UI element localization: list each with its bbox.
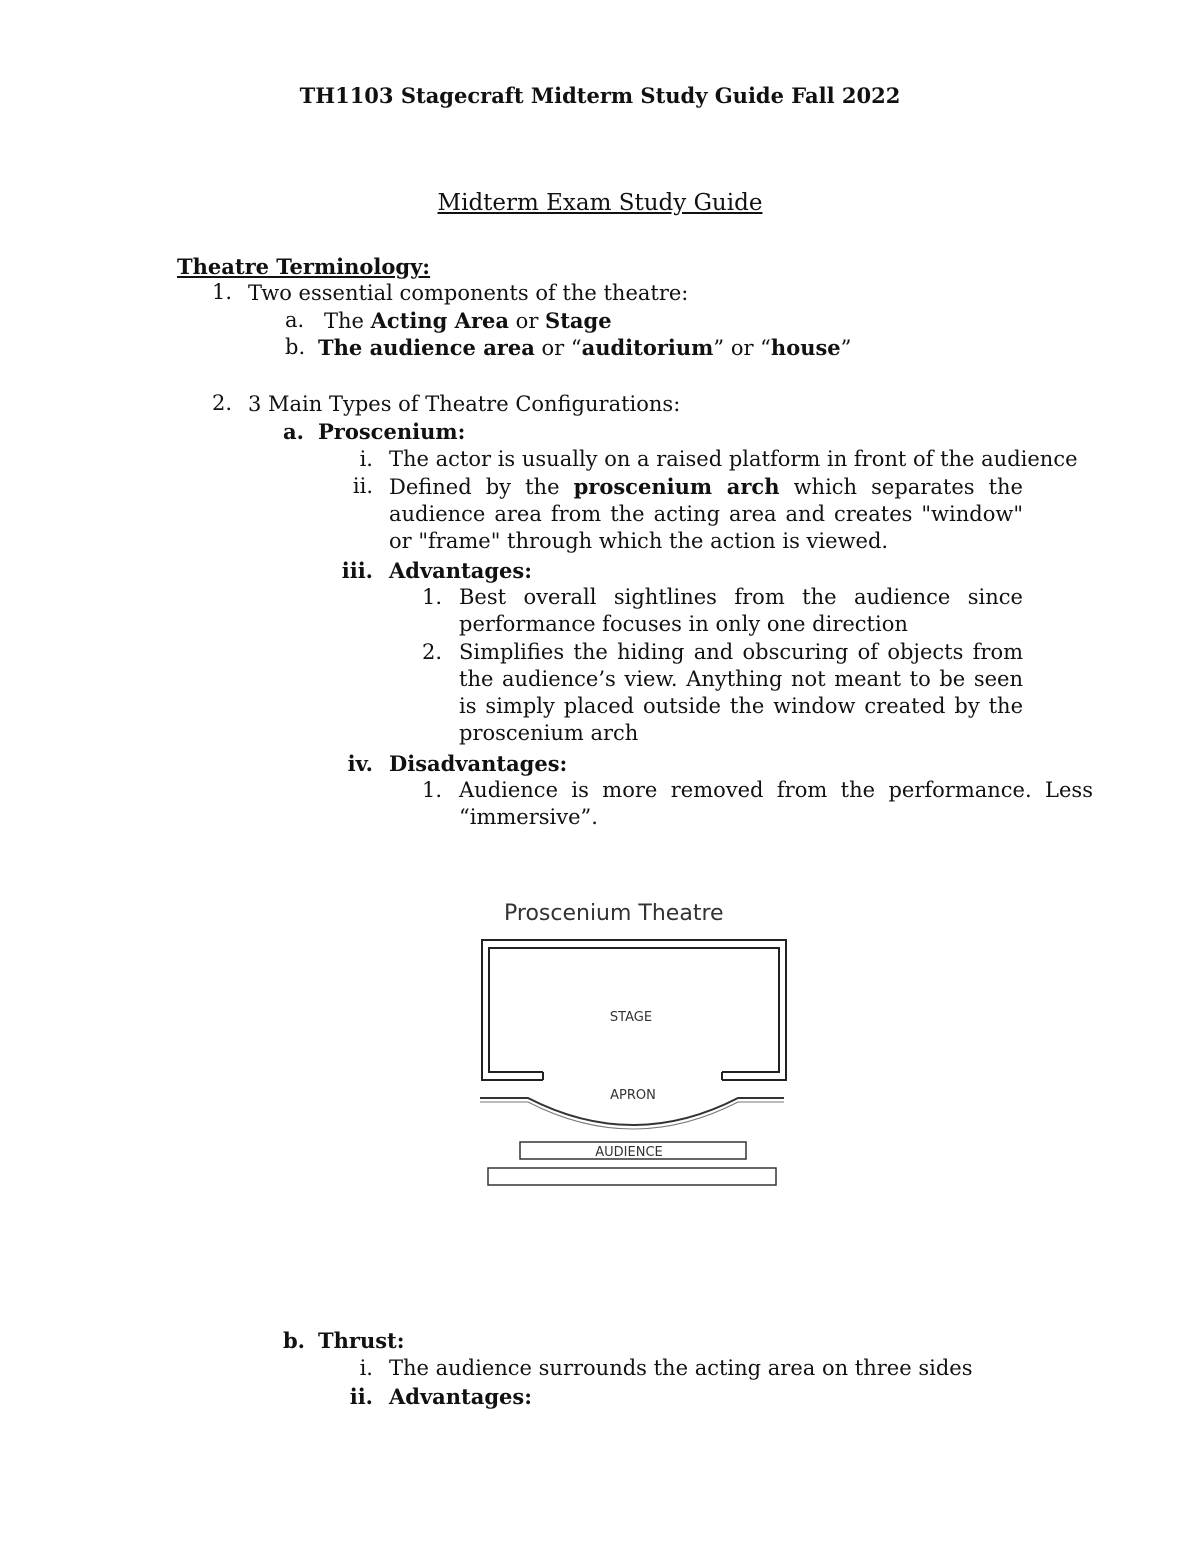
audience-row-back — [488, 1168, 776, 1185]
list-item-text: 3 Main Types of Theatre Configurations: — [248, 392, 681, 416]
disadvantage-1: Audience is more removed from the performance. Less “immersive”. — [459, 778, 1093, 829]
diagram-title: Proscenium Theatre — [504, 901, 724, 926]
list-number: a. — [285, 308, 305, 332]
proscenium-label: Proscenium: — [318, 419, 466, 444]
list-number: i. — [359, 1356, 373, 1380]
advantage-1: Best overall sightlines from the audience since performance focuses in only one direction — [459, 585, 1023, 636]
sub-item-text: The audience area or “auditorium” or “house” — [318, 335, 852, 360]
list-number: iv. — [347, 751, 373, 776]
apron-label: APRON — [610, 1088, 656, 1103]
list-number: 1. — [211, 280, 232, 304]
list-number: ii. — [349, 1384, 373, 1409]
document-header: TH1103 Stagecraft Midterm Study Guide Fall 2022 — [299, 83, 901, 108]
list-number: ii. — [352, 474, 373, 498]
list-item-text: Two essential components of the theatre: — [248, 281, 689, 305]
advantage-2: Simplifies the hiding and obscuring of objects from the audience’s view. Anything not meant to be seen is simply placed outside the window created by the proscenium arch — [459, 640, 1023, 745]
thrust-advantages-label: Advantages: — [389, 1384, 532, 1409]
list-number: a. — [283, 419, 304, 444]
list-number: i. — [359, 447, 373, 471]
list-number: b. — [285, 335, 306, 359]
advantages-label: Advantages: — [389, 558, 532, 583]
list-number: 1. — [421, 778, 442, 802]
disadvantages-label: Disadvantages: — [389, 751, 568, 776]
proscenium-theatre-diagram — [470, 890, 800, 1200]
stage-label: STAGE — [609, 1010, 653, 1025]
proscenium-point-i: The actor is usually on a raised platform in front of the audience — [389, 447, 1078, 471]
audience-label: AUDIENCE — [595, 1145, 663, 1160]
list-number: 1. — [421, 585, 442, 609]
list-number: 2. — [421, 640, 442, 664]
sub-item-text: The Acting Area or Stage — [324, 308, 612, 333]
list-number: 2. — [211, 391, 232, 415]
thrust-point-i: The audience surrounds the acting area on three sides — [389, 1356, 973, 1380]
page-title: Midterm Exam Study Guide — [437, 190, 763, 216]
list-number: iii. — [341, 558, 373, 583]
proscenium-point-ii: Defined by the proscenium arch which separates the audience area from the acting area and creates "window" or "frame" through which the action is viewed. — [389, 474, 1023, 553]
section-heading: Theatre Terminology: — [177, 254, 431, 279]
list-number: b. — [283, 1328, 305, 1353]
thrust-label: Thrust: — [318, 1328, 405, 1353]
